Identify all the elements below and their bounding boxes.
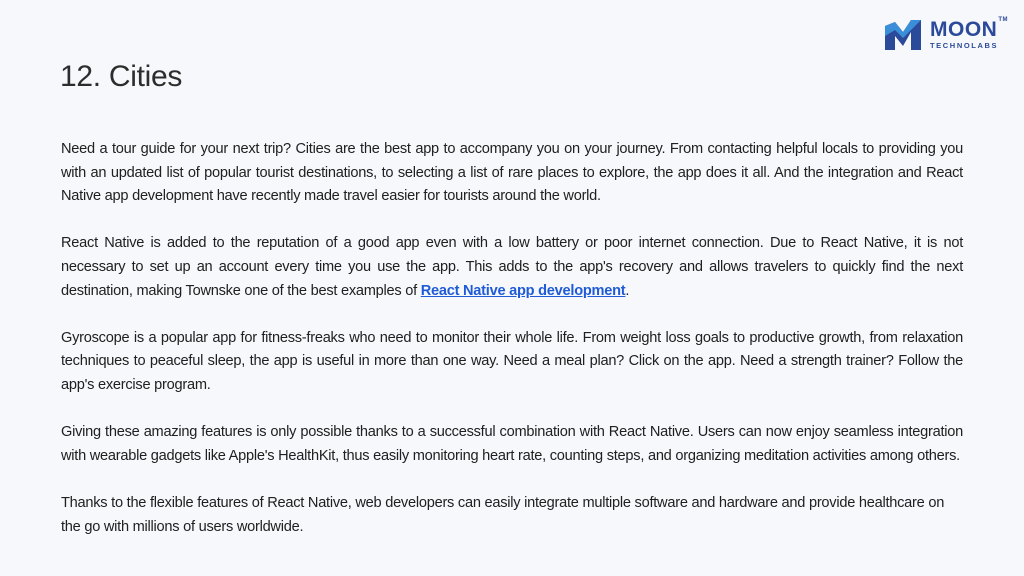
moon-logo-icon — [885, 18, 925, 50]
article-body — [61, 138, 963, 539]
logo-name: MOON™ — [930, 16, 1008, 41]
paragraph-react-native — [61, 232, 963, 303]
paragraph-healthcare: Thanks to the flexible features of React Native, web developers can easily integrate multiple software and hardware and provide healthcare on the go with millions of users worldwide. — [61, 494, 945, 535]
paragraph-gyroscope: Gyroscope is a popular app for fitness-freaks who need to monitor their whole life. From weight loss goals to productive growth, from relaxation techniques to peaceful sleep, the app is useful in more than one way. Need a meal plan? Click on the app. Need a strength trainer? Follow the app's exercise program. — [61, 329, 963, 393]
react-native-app-development-link[interactable]: React Native app development — [420, 282, 626, 299]
paragraph-cities: Need a tour guide for your next trip? Cities are the best app to accompany you on your journey. From contacting helpful locals to providing you with an updated list of popular tourist destinations, to selecting a list of rare places to explore, the app does it all. And the integration and React Native app development have recently made travel easier for tourists around the world. — [61, 141, 963, 205]
company-logo — [885, 18, 1008, 50]
logo-subtitle: TECHNOLABS — [930, 40, 999, 50]
paragraph-text: React Native is added to the reputation of a good app even with a low battery or poor internet connection. Due to React Native, it is not necessary to set up an account every time you use the app. This adds to the app's recovery and allows travelers to quickly find the next destination, making Townske one of the best examples of — [61, 235, 963, 299]
logo-wordmark — [930, 16, 1008, 50]
trademark-symbol: TM — [998, 16, 1008, 23]
paragraph-text-end: . — [625, 282, 630, 299]
paragraph-healthkit: Giving these amazing features is only possible thanks to a successful combination with React Native. Users can now enjoy seamless integration with wearable gadgets like Apple's HealthKit, thus easily monitoring heart rate, counting steps, and organizing meditation activities among others. — [61, 424, 963, 464]
page-title: 12. Cities — [60, 60, 183, 93]
